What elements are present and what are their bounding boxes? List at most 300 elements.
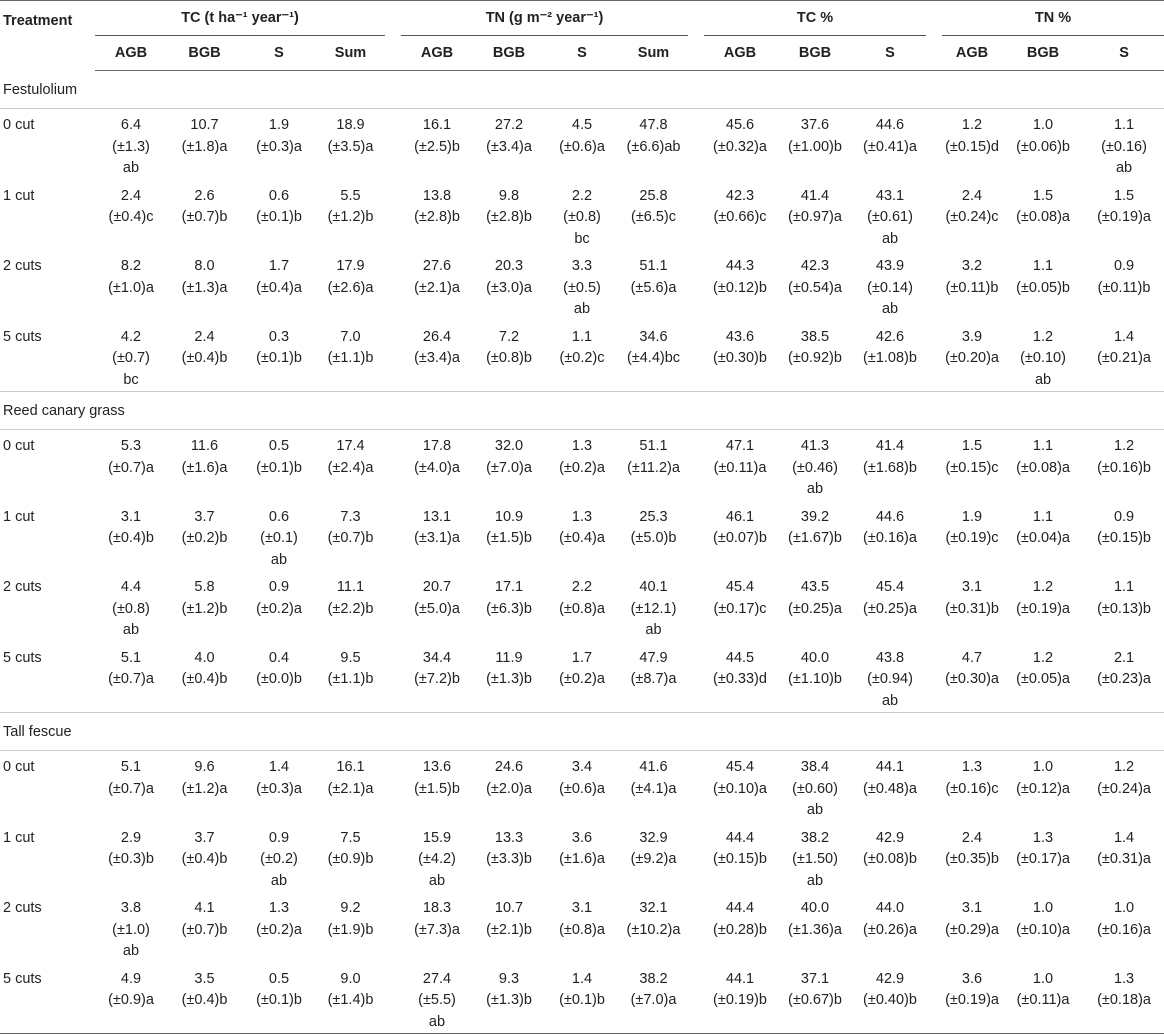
table-cell: [167, 250, 242, 321]
table-cell: [316, 892, 385, 963]
cell-error: (±0.8): [112, 600, 150, 617]
table-cell: [619, 430, 688, 501]
cell-error: (±1.1)b: [327, 350, 374, 366]
cell-value: 40.1: [639, 579, 668, 595]
species-name: Festulolium: [0, 71, 1164, 109]
cell-error: (±0.05)b: [1016, 279, 1070, 296]
cell-value: 1.0: [1032, 970, 1054, 987]
cell-value: 1.0: [1113, 900, 1135, 916]
table-cell: [619, 751, 688, 822]
cell-value: 5.1: [120, 759, 142, 775]
table-cell: [704, 109, 776, 180]
table-cell: [242, 822, 316, 893]
table-cell: [95, 571, 167, 642]
cell-value: 5.3: [120, 438, 142, 454]
table-cell: [95, 180, 167, 251]
cell-value: 4.7: [961, 649, 983, 666]
cell-error: (±0.41)a: [863, 138, 917, 155]
cell-value: 4.0: [194, 649, 215, 666]
cell-value: 2.4: [961, 187, 983, 204]
cell-value: 1.2: [1113, 759, 1135, 775]
cell-error: (±6.5)c: [630, 209, 677, 225]
cell-error: (±0.15)b: [1097, 530, 1151, 546]
cell-value: 39.2: [800, 508, 830, 525]
cell-value: 2.9: [120, 829, 142, 846]
cell-value: 1.4: [1113, 829, 1135, 846]
cell-error: (±0.23)a: [1097, 671, 1151, 687]
table-cell: [401, 963, 473, 1034]
cell-error: (±0.15)b: [713, 851, 767, 867]
cell-value: 2.1: [1113, 649, 1135, 666]
cell-value: 42.6: [875, 328, 905, 345]
cell-error: (±0.4)c: [108, 209, 154, 225]
table-cell: [473, 892, 545, 963]
cell-letter: ab: [1034, 371, 1052, 388]
species-name: Tall fescue: [0, 713, 1164, 751]
cell-error: (±0.61): [867, 209, 913, 225]
cell-error: (±1.5)b: [414, 780, 460, 797]
cell-value: 0.5: [268, 970, 290, 987]
cell-letter: bc: [574, 230, 590, 247]
table-cell: [401, 321, 473, 392]
column-gap: [688, 642, 704, 713]
cell-error: (±0.17)c: [713, 600, 767, 617]
table-cell: [473, 250, 545, 321]
cell-error: (±0.4)b: [181, 350, 228, 366]
cell-value: 43.6: [725, 328, 755, 345]
cell-value: 7.3: [340, 508, 361, 525]
table-cell: [545, 571, 619, 642]
column-gap: [385, 250, 401, 321]
cell-error: (±6.6)ab: [626, 138, 681, 155]
cell-value: 4.4: [120, 579, 142, 595]
table-cell: [1002, 321, 1084, 392]
cell-error: (±0.7)b: [327, 530, 374, 546]
table-cell: [942, 430, 1002, 501]
cell-error: (±0.11)a: [1016, 992, 1070, 1008]
table-cell: [167, 109, 242, 180]
table-cell: [316, 321, 385, 392]
cell-error: (±0.26)a: [863, 921, 917, 938]
cell-error: (±2.0)a: [486, 780, 532, 797]
cell-letter: ab: [122, 622, 140, 638]
cell-value: 26.4: [422, 328, 452, 345]
cell-value: 9.3: [498, 970, 520, 987]
cell-error: (±7.0)a: [486, 459, 532, 476]
table-cell: [704, 250, 776, 321]
cell-error: (±0.13)b: [1097, 600, 1151, 617]
cell-error: (±0.12)a: [1016, 780, 1070, 797]
cell-value: 5.5: [340, 187, 361, 204]
treatment-label: 0 cut: [3, 117, 35, 133]
cell-error: (±0.48)a: [863, 780, 917, 797]
table-cell: [545, 501, 619, 572]
table-cell: [704, 321, 776, 392]
cell-value: 1.1: [1032, 258, 1054, 274]
table-cell: [1002, 963, 1084, 1034]
table-cell: [401, 822, 473, 893]
cell-error: (±0.0)b: [256, 671, 302, 687]
cell-error: (±0.66)c: [713, 209, 767, 225]
table-cell: [776, 109, 854, 180]
cell-value: 25.3: [639, 508, 668, 525]
table-row: [0, 963, 1164, 1034]
cell-value: 3.1: [120, 508, 142, 525]
cell-value: 1.9: [961, 508, 983, 525]
cell-error: (±0.4)a: [559, 530, 605, 546]
cell-value: 1.1: [1113, 579, 1135, 595]
column-gap: [385, 109, 401, 180]
cell-error: (±1.6)a: [181, 459, 228, 476]
table-cell: [854, 892, 926, 963]
table-cell: [401, 180, 473, 251]
table-cell: [942, 180, 1002, 251]
table-row: [0, 109, 1164, 180]
cell-error: (±4.1)a: [630, 780, 677, 797]
table-cell: [242, 642, 316, 713]
cell-error: (±0.6)a: [559, 780, 605, 797]
table-cell: [473, 430, 545, 501]
cell-error: (±0.3)a: [256, 780, 302, 797]
column-gap: [385, 642, 401, 713]
cell-value: 3.7: [194, 829, 215, 846]
cell-letter: ab: [270, 872, 288, 889]
cell-error: (±0.35)b: [945, 851, 999, 867]
cell-value: 15.9: [422, 829, 452, 846]
cell-value: 9.0: [340, 970, 361, 987]
table-cell: [854, 180, 926, 251]
column-gap: [688, 751, 704, 822]
cell-value: 1.7: [268, 258, 290, 274]
cell-value: 1.2: [1032, 649, 1054, 666]
subcolumn-header: BGB: [1002, 36, 1084, 71]
cell-letter: ab: [270, 551, 288, 568]
table-cell: [776, 963, 854, 1034]
cell-value: 5.1: [120, 649, 142, 666]
cell-value: 16.1: [336, 759, 365, 775]
cell-value: 44.4: [725, 900, 755, 916]
cell-value: 4.5: [571, 117, 593, 133]
cell-error: (±0.7)b: [181, 921, 228, 938]
cell-value: 1.0: [1032, 759, 1054, 775]
table-cell: [854, 430, 926, 501]
cell-error: (±0.08)a: [1016, 459, 1070, 476]
table-row: [0, 250, 1164, 321]
column-gap: [385, 36, 401, 71]
cell-error: (±5.5): [418, 992, 456, 1008]
cell-error: (±2.2)b: [327, 600, 374, 617]
cell-value: 37.6: [800, 117, 830, 133]
column-gap: [385, 751, 401, 822]
cell-error: (±1.2)b: [327, 209, 374, 225]
table-cell: [942, 321, 1002, 392]
table-row: [0, 321, 1164, 392]
cell-value: 1.2: [961, 117, 983, 133]
cell-value: 17.4: [336, 438, 365, 454]
cell-value: 44.6: [875, 508, 905, 525]
cell-value: 20.3: [494, 258, 524, 274]
table-cell: [473, 751, 545, 822]
cell-error: (±3.1)a: [414, 530, 460, 546]
cell-error: (±1.6)a: [559, 851, 605, 867]
subcolumn-header: S: [545, 36, 619, 71]
table-cell: [1002, 642, 1084, 713]
cell-error: (±0.14): [867, 279, 913, 296]
cell-letter: ab: [428, 1013, 446, 1030]
treatment-label: 0 cut: [3, 759, 35, 775]
table-cell: [1084, 250, 1164, 321]
cell-value: 10.9: [494, 508, 524, 525]
column-gap: [385, 963, 401, 1034]
cell-value: 1.1: [1113, 117, 1135, 133]
table-row: [0, 571, 1164, 642]
cell-error: (±0.20)a: [945, 350, 999, 366]
cell-value: 6.4: [120, 117, 142, 133]
treatment-header: Treatment: [0, 1, 95, 71]
cell-error: (±1.8)a: [181, 138, 228, 155]
cell-error: (±0.94): [867, 671, 913, 687]
cell-error: (±2.8)b: [414, 209, 460, 225]
table-cell: [1002, 180, 1084, 251]
cell-error: (±0.11)b: [1097, 279, 1151, 296]
table-row: [0, 180, 1164, 251]
table-cell: [1084, 571, 1164, 642]
cell-value: 13.8: [422, 187, 452, 204]
cell-value: 1.3: [571, 508, 593, 525]
table-cell: [1002, 501, 1084, 572]
table-cell: [316, 250, 385, 321]
cell-error: (±0.9)a: [108, 992, 154, 1008]
cell-letter: ab: [881, 301, 899, 317]
cell-error: (±1.3): [112, 138, 150, 155]
cell-error: (±11.2)a: [627, 459, 680, 476]
cell-error: (±0.12)b: [713, 279, 767, 296]
table-cell: [704, 892, 776, 963]
cell-letter: ab: [806, 872, 824, 889]
table-cell: [242, 892, 316, 963]
cell-error: (±0.10)a: [713, 780, 767, 797]
cell-value: 44.3: [725, 258, 755, 274]
table-cell: [1002, 109, 1084, 180]
cell-error: (±0.97)a: [788, 209, 842, 225]
cell-value: 44.1: [725, 970, 755, 987]
table-cell: [95, 109, 167, 180]
table-cell: [242, 109, 316, 180]
cell-error: (±0.1): [260, 530, 298, 546]
cell-value: 47.8: [639, 117, 668, 133]
table-cell: [704, 180, 776, 251]
cell-value: 44.4: [725, 829, 755, 846]
cell-error: (±9.2)a: [630, 851, 677, 867]
table-cell: [1084, 501, 1164, 572]
cell-value: 18.9: [336, 117, 365, 133]
table-cell: [545, 642, 619, 713]
table-cell: [704, 751, 776, 822]
table-cell: [242, 430, 316, 501]
table-cell: [619, 321, 688, 392]
cell-value: 42.9: [875, 829, 905, 846]
table-cell: [776, 751, 854, 822]
cell-value: 43.9: [875, 258, 905, 274]
cell-error: (±0.18)a: [1097, 992, 1151, 1008]
table-row: [0, 822, 1164, 893]
subcolumn-header: Sum: [316, 36, 385, 71]
cell-error: (±0.08)b: [863, 851, 917, 867]
cell-value: 34.6: [639, 328, 668, 345]
cell-error: (±0.21)a: [1097, 350, 1151, 366]
cell-error: (±0.5): [563, 279, 601, 296]
cell-error: (±0.4)b: [181, 671, 228, 687]
cell-value: 9.6: [194, 759, 215, 775]
table-cell: [242, 963, 316, 1034]
cell-error: (±10.2)a: [626, 921, 681, 938]
table-cell: [316, 963, 385, 1034]
cell-value: 2.6: [194, 187, 215, 204]
table-cell: [942, 892, 1002, 963]
cell-error: (±0.16)a: [1097, 921, 1151, 938]
table-cell: [854, 109, 926, 180]
cell-value: 9.5: [340, 649, 361, 666]
table-cell: [242, 501, 316, 572]
cell-letter: bc: [123, 371, 139, 388]
cell-value: 42.3: [725, 187, 755, 204]
cell-error: (±4.2): [418, 851, 456, 867]
table-cell: [95, 822, 167, 893]
cell-value: 43.8: [875, 649, 905, 666]
table-cell: [545, 430, 619, 501]
cell-error: (±0.2)a: [256, 600, 302, 617]
cell-error: (±0.25)a: [788, 600, 842, 617]
cell-value: 1.5: [1113, 187, 1135, 204]
treatment-label: 1 cut: [3, 829, 35, 846]
cell-error: (±0.33)d: [713, 671, 767, 687]
species-group-row: [0, 713, 1164, 751]
treatment-label: 5 cuts: [3, 649, 42, 666]
cell-value: 13.6: [422, 759, 452, 775]
treatment-label: 1 cut: [3, 508, 35, 525]
cell-value: 38.4: [800, 759, 830, 775]
cell-error: (±0.8): [563, 209, 601, 225]
table-cell: [619, 501, 688, 572]
treatment-label: 0 cut: [3, 438, 35, 454]
table-cell: [316, 642, 385, 713]
cell-value: 1.5: [961, 438, 983, 454]
cell-error: (±0.1)b: [256, 209, 302, 225]
table-row: [0, 751, 1164, 822]
cell-value: 32.0: [494, 438, 524, 454]
subcolumn-header: S: [242, 36, 316, 71]
table-cell: [776, 321, 854, 392]
table-cell: [942, 642, 1002, 713]
table-cell: [1084, 751, 1164, 822]
cell-error: (±0.31)b: [945, 600, 999, 617]
cell-error: (±0.7)a: [108, 780, 154, 797]
column-gap: [926, 36, 942, 71]
subcolumn-header: AGB: [401, 36, 473, 71]
header-row-groups: [0, 1, 1164, 36]
column-gap: [385, 822, 401, 893]
table-cell: [942, 751, 1002, 822]
table-cell: [473, 571, 545, 642]
cell-error: (±1.4)b: [327, 992, 374, 1008]
table-cell: [854, 250, 926, 321]
table-cell: [316, 430, 385, 501]
table-cell: [1084, 180, 1164, 251]
cell-error: (±4.4)bc: [626, 350, 681, 366]
cell-value: 45.4: [725, 759, 755, 775]
cell-error: (±12.1): [630, 600, 677, 617]
cell-value: 8.0: [194, 258, 215, 274]
cell-value: 3.4: [571, 759, 593, 775]
cell-error: (±5.0)b: [630, 530, 677, 546]
cell-error: (±0.10): [1020, 350, 1066, 366]
table-cell: [95, 250, 167, 321]
table-cell: [1002, 430, 1084, 501]
table-cell: [1084, 321, 1164, 392]
table-cell: [1002, 571, 1084, 642]
group-header-tn: TN (g m⁻² year⁻¹): [401, 1, 688, 36]
cell-error: (±0.8)b: [486, 350, 532, 366]
cell-value: 11.1: [336, 579, 365, 595]
cell-error: (±8.7)a: [630, 671, 677, 687]
table-cell: [167, 963, 242, 1034]
column-gap: [385, 571, 401, 642]
cell-error: (±5.6)a: [630, 279, 677, 296]
cell-letter: ab: [806, 481, 824, 497]
cell-value: 3.2: [961, 258, 983, 274]
table-cell: [316, 109, 385, 180]
cell-value: 1.3: [268, 900, 290, 916]
cell-value: 17.8: [422, 438, 452, 454]
table-cell: [854, 822, 926, 893]
cell-value: 1.3: [1113, 970, 1135, 987]
table-cell: [1002, 250, 1084, 321]
cell-error: (±7.0)a: [630, 992, 677, 1008]
cell-error: (±0.29)a: [945, 921, 999, 938]
treatment-label: 5 cuts: [3, 328, 42, 345]
cell-value: 11.6: [190, 438, 219, 454]
cell-value: 27.6: [422, 258, 452, 274]
cell-value: 34.4: [422, 649, 452, 666]
table-cell: [473, 501, 545, 572]
cell-value: 43.1: [875, 187, 905, 204]
cell-value: 32.1: [639, 900, 668, 916]
cell-value: 5.8: [194, 579, 215, 595]
table-cell: [619, 822, 688, 893]
table-cell: [545, 109, 619, 180]
cell-value: 46.1: [725, 508, 755, 525]
table-cell: [854, 963, 926, 1034]
table-cell: [854, 642, 926, 713]
cell-value: 3.5: [194, 970, 215, 987]
table-cell: [167, 430, 242, 501]
table-cell: [95, 430, 167, 501]
cell-value: 11.9: [495, 649, 523, 666]
subcolumn-header: BGB: [776, 36, 854, 71]
cell-value: 17.9: [336, 258, 365, 274]
cell-letter: ab: [1115, 160, 1133, 176]
table-cell: [619, 571, 688, 642]
cell-value: 1.1: [571, 328, 593, 345]
cell-letter: ab: [806, 802, 824, 818]
cell-value: 7.5: [340, 829, 361, 846]
cell-value: 2.2: [571, 187, 593, 204]
subcolumn-header: BGB: [473, 36, 545, 71]
cell-value: 13.1: [422, 508, 452, 525]
cell-error: (±1.08)b: [863, 350, 917, 366]
column-gap: [688, 892, 704, 963]
cell-error: (±0.15)d: [945, 138, 999, 155]
